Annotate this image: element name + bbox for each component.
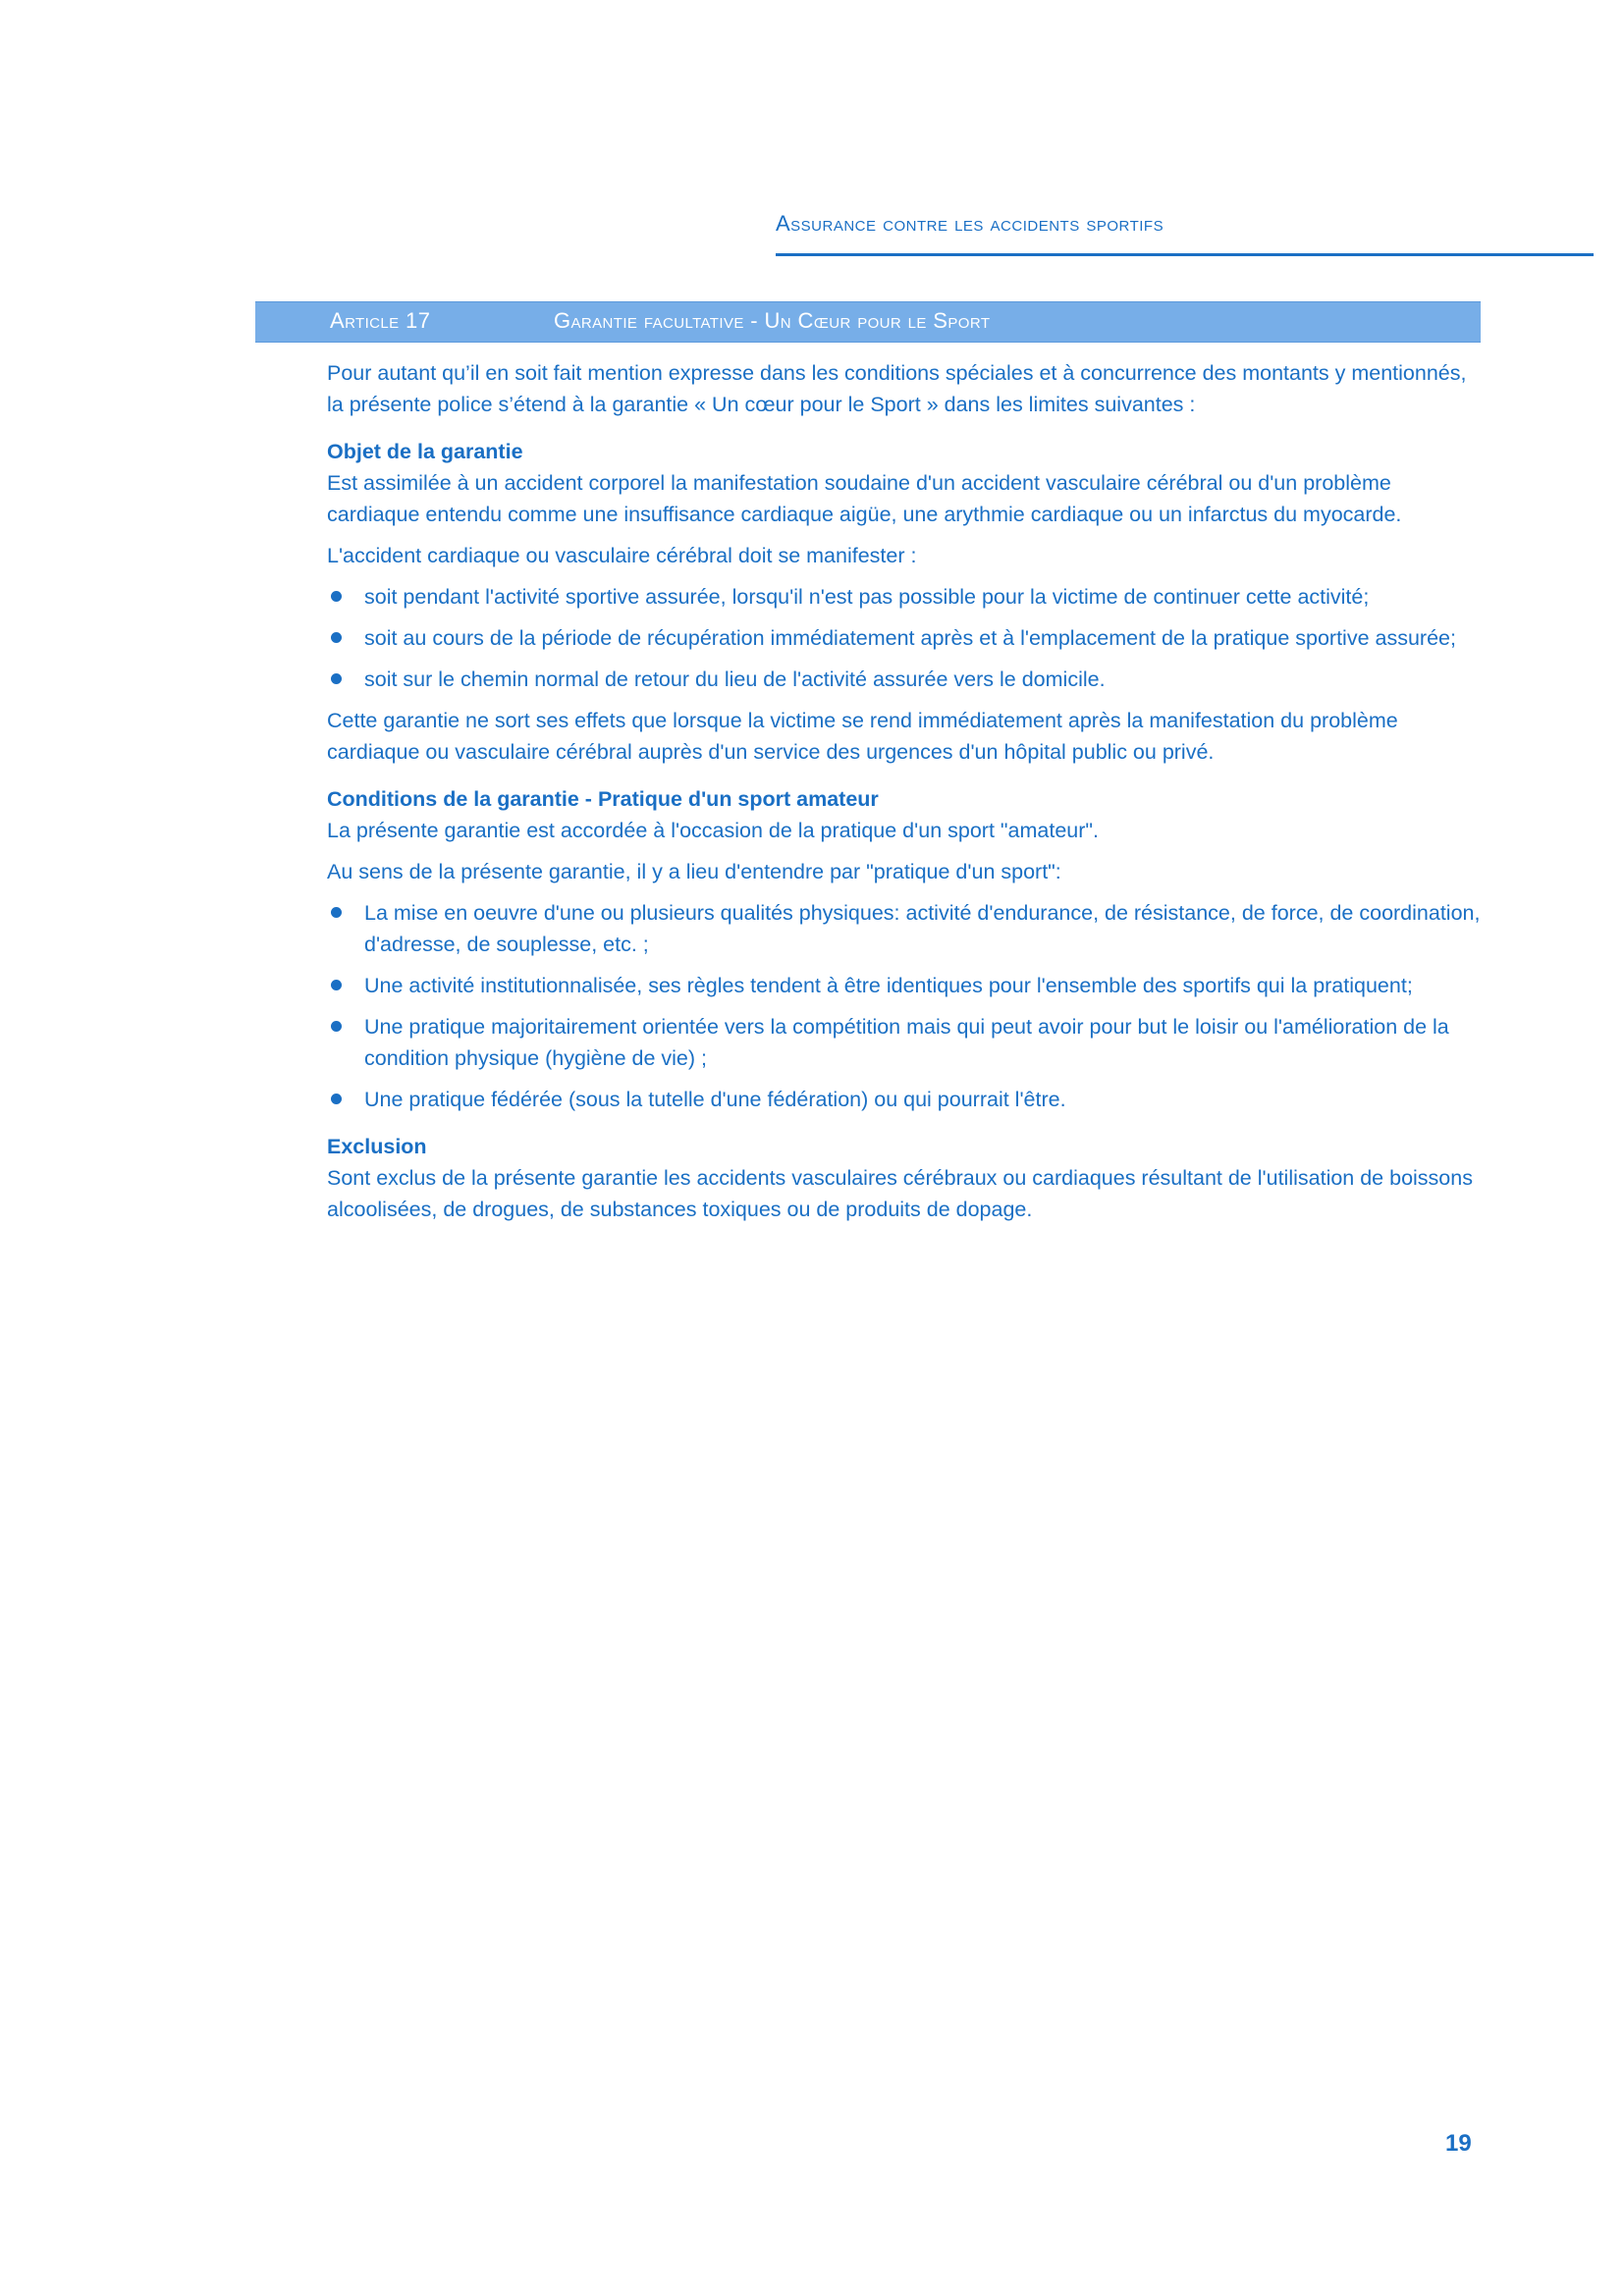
section-heading-conditions: Conditions de la garantie - Pratique d'un sport amateur [327, 787, 879, 811]
article-title-bar [255, 301, 1481, 343]
bullet-icon [331, 673, 342, 684]
page-number: 19 [1445, 2130, 1472, 2157]
article-number: Article 17 [330, 308, 431, 333]
bullet-icon [331, 1021, 342, 1032]
objet-paragraph-3: Cette garantie ne sort ses effets que lorsque la victime se rend immédiatement après la manifestation du problème cardiaque ou vasculaire cérébral auprès d'un service des urgences d'un hôpital public ou privé. [327, 709, 1398, 764]
conditions-bullet-list [327, 897, 1486, 1115]
list-item: soit au cours de la période de récupération immédiatement après et à l'emplacement de la pratique sportive assurée; [327, 622, 1486, 654]
list-item: soit sur le chemin normal de retour du lieu de l'activité assurée vers le domicile. [327, 664, 1486, 695]
conditions-paragraph-2: Au sens de la présente garantie, il y a lieu d'entendre par "pratique d'un sport": [327, 860, 1061, 883]
objet-bullet-list [327, 581, 1486, 695]
running-header [776, 211, 1594, 237]
section-heading-objet: Objet de la garantie [327, 440, 523, 463]
objet-paragraph-1: Est assimilée à un accident corporel la manifestation soudaine d'un accident vasculaire cérébral ou d'un problème cardiaque entendu comme une insuffisance cardiaque aigüe, une arythmie cardiaque ou un infarctus du myocarde. [327, 471, 1402, 526]
bullet-icon [331, 591, 342, 602]
bullet-icon [331, 907, 342, 918]
header-rule [776, 253, 1594, 256]
running-header-title: Assurance contre les accidents sportifs [776, 211, 1164, 236]
list-item: Une activité institutionnalisée, ses règles tendent à être identiques pour l'ensemble des sportifs qui la pratiquent; [327, 970, 1486, 1001]
list-item: soit pendant l'activité sportive assurée, lorsqu'il n'est pas possible pour la victime de continuer cette activité; [327, 581, 1486, 613]
article-title: Garantie facultative - Un Cœur pour le Sport [554, 308, 991, 333]
objet-paragraph-2: L'accident cardiaque ou vasculaire cérébral doit se manifester : [327, 544, 917, 567]
bullet-icon [331, 980, 342, 990]
intro-paragraph: Pour autant qu’il en soit fait mention expresse dans les conditions spéciales et à concurrence des montants y mentionnés, la présente police s’étend à la garantie « Un cœur pour le Sport » dans les limites suivantes : [327, 361, 1467, 416]
bullet-icon [331, 632, 342, 643]
conditions-paragraph-1: La présente garantie est accordée à l'occasion de la pratique d'un sport "amateur". [327, 819, 1100, 842]
list-item: Une pratique fédérée (sous la tutelle d'une fédération) ou qui pourrait l'être. [327, 1084, 1486, 1115]
exclusion-paragraph: Sont exclus de la présente garantie les accidents vasculaires cérébraux ou cardiaques résultant de l'utilisation de boissons alcoolisées, de drogues, de substances toxiques ou de produits de dopage. [327, 1166, 1473, 1221]
list-item: La mise en oeuvre d'une ou plusieurs qualités physiques: activité d'endurance, de résistance, de force, de coordination, d'adresse, de souplesse, etc. ; [327, 897, 1486, 960]
article-body [327, 357, 1486, 1235]
section-heading-exclusion: Exclusion [327, 1135, 427, 1158]
bullet-icon [331, 1094, 342, 1104]
list-item: Une pratique majoritairement orientée vers la compétition mais qui peut avoir pour but le loisir ou l'amélioration de la condition physique (hygiène de vie) ; [327, 1011, 1486, 1074]
